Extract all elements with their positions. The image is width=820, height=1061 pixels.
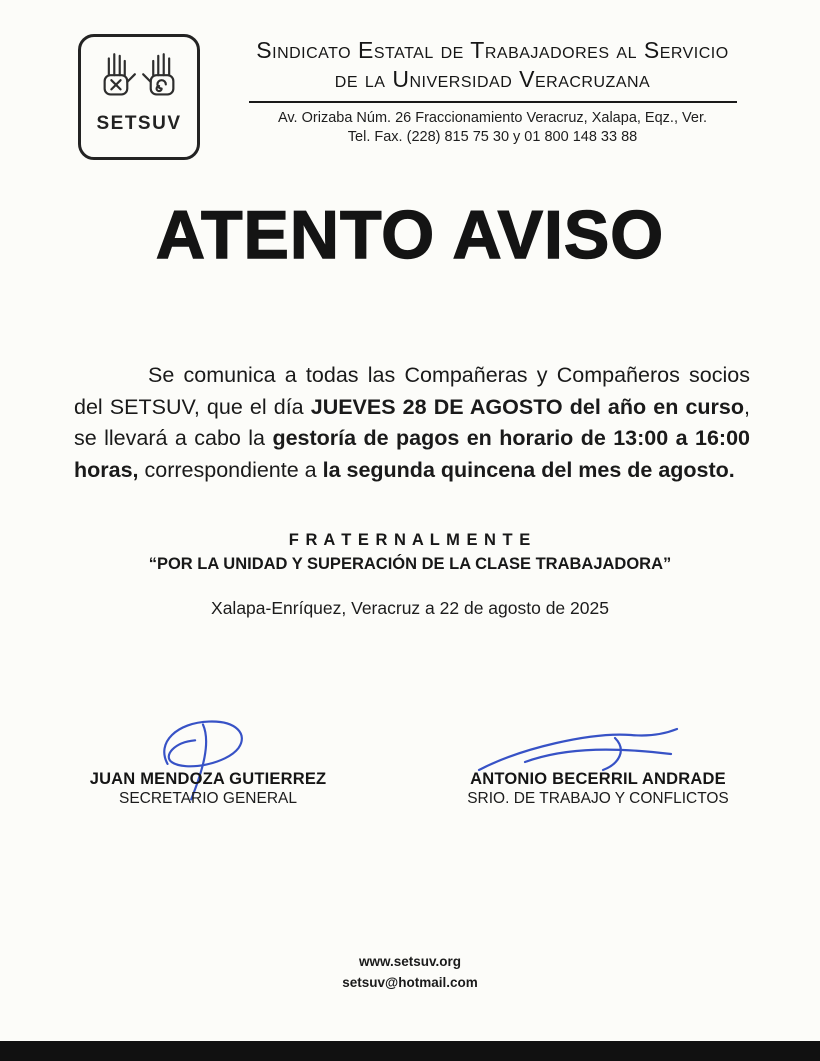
signature-block-secretario-general <box>68 770 348 808</box>
dateline: Xalapa-Enríquez, Veracruz a 22 de agosto de 2025 <box>211 598 609 618</box>
setsuv-logo <box>78 34 200 160</box>
body-text: Se comunica a todas las Compañeras y Compañeros socios del SETSUV, que el día <box>74 363 750 419</box>
org-name-line1: Sindicato Estatal de Trabajadores al Servicio <box>256 37 729 63</box>
union-motto: “POR LA UNIDAD Y SUPERACIÓN DE LA CLASE TRABAJADORA” <box>148 555 672 573</box>
signer-name: ANTONIO BECERRIL ANDRADE <box>470 770 726 788</box>
org-address: Av. Orizaba Núm. 26 Fraccionamiento Veracruz, Xalapa, Eqz., Ver. <box>277 109 708 126</box>
org-block <box>205 36 780 145</box>
body-text-bold: JUEVES 28 DE AGOSTO del año en curso <box>310 394 745 419</box>
org-phone: Tel. Fax. (228) 815 75 30 y 01 800 148 33 88 <box>347 128 638 145</box>
closing-block <box>0 531 820 619</box>
org-name-line2: de la Universidad Veracruzana <box>334 66 651 93</box>
signer-name: JUAN MENDOZA GUTIERREZ <box>89 770 327 788</box>
signer-title: SRIO. DE TRABAJO Y CONFLICTOS <box>467 790 729 807</box>
letterhead <box>0 32 820 172</box>
fraternal-line: F R A T E R N A L M E N T E <box>288 531 532 549</box>
document-footer <box>0 952 820 994</box>
body-text-bold: gestoría de pagos en horario de 13:00 a 16:00 horas, <box>74 426 750 482</box>
body-text-bold: la segunda quincena del mes de agosto. <box>322 457 735 482</box>
header-divider <box>249 101 737 103</box>
logo-text: SETSUV <box>96 113 182 134</box>
notice-title: ATENTO AVISO <box>155 197 665 273</box>
body-text: correspondiente a <box>138 457 323 482</box>
signer-title: SECRETARIO GENERAL <box>118 790 297 807</box>
scanner-edge <box>0 1041 820 1061</box>
email-text: setsuv@hotmail.com <box>342 974 478 990</box>
signature-block-trabajo-conflictos <box>448 770 748 808</box>
body-text: , se llevará a cabo la <box>74 394 750 451</box>
website-text: www.setsuv.org <box>358 954 462 969</box>
hands-icon <box>89 45 189 107</box>
notice-body <box>74 360 750 486</box>
